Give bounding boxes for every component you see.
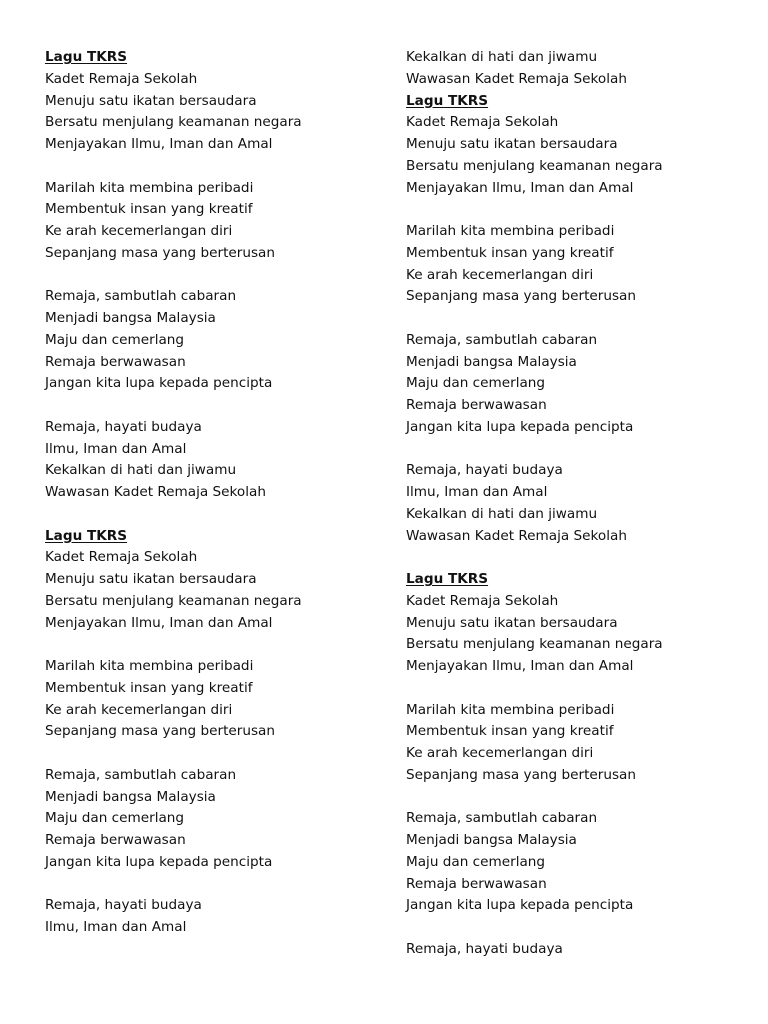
blank-line [45, 265, 385, 287]
lyric-line: Wawasan Kadet Remaja Sekolah [45, 484, 266, 500]
song-title: Lagu TKRS [406, 92, 489, 109]
lyric-line: Wawasan Kadet Remaja Sekolah [406, 70, 627, 87]
lyric-line: Membentuk insan yang kreatif [45, 679, 253, 696]
lyric-line: Ke arah kecemerlangan diri [45, 701, 233, 718]
lyric-line: Remaja, hayati budaya [45, 418, 202, 435]
blank-line [406, 678, 746, 700]
lyric-line: Ke arah kecemerlangan diri [406, 266, 594, 283]
blank-line [406, 917, 746, 939]
song-title: Lagu TKRS [406, 571, 489, 587]
lyric-line: Remaja berwawasan [406, 397, 547, 413]
lyric-line: Remaja, sambutlah cabaran [45, 766, 237, 783]
blank-line [45, 634, 385, 656]
lyric-line: Remaja, sambutlah cabaran [406, 331, 598, 348]
lyric-line: Sepanjang masa yang berterusan [406, 766, 636, 783]
lyric-line: Menjadi bangsa Malaysia [406, 832, 577, 848]
lyric-line: Jangan kita lupa kepada pencipta [45, 375, 273, 392]
blank-line [45, 743, 385, 765]
lyric-line: Remaja, hayati budaya [406, 940, 563, 957]
lyric-line: Menjayakan Ilmu, Iman dan Amal [406, 179, 634, 196]
lyric-line: Menjadi bangsa Malaysia [406, 353, 577, 370]
lyric-line: Menuju satu ikatan bersaudara [406, 136, 618, 152]
lyric-line: Membentuk insan yang kreatif [45, 201, 253, 218]
blank-line [45, 504, 385, 526]
song-title: Lagu TKRS [45, 527, 128, 544]
song-title: Lagu TKRS [45, 49, 128, 65]
lyric-line: Remaja, hayati budaya [406, 462, 563, 479]
lyric-line: Marilah kita membina peribadi [45, 658, 254, 674]
blank-line [45, 874, 385, 896]
lyric-line: Kadet Remaja Sekolah [406, 592, 559, 609]
lyric-line: Remaja, sambutlah cabaran [45, 288, 237, 305]
lyric-line: Membentuk insan yang kreatif [406, 244, 614, 261]
lyric-line: Marilah kita membina peribadi [406, 223, 615, 239]
lyric-line: Jangan kita lupa kepada pencipta [406, 418, 634, 435]
lyric-line: Kekalkan di hati dan jiwamu [45, 462, 237, 479]
lyric-line: Menjadi bangsa Malaysia [45, 788, 216, 805]
lyric-line: Maju dan cemerlang [406, 375, 546, 392]
lyric-line: Remaja, sambutlah cabaran [406, 810, 598, 827]
lyric-line: Ilmu, Iman dan Amal [406, 484, 548, 500]
lyric-line: Maju dan cemerlang [406, 853, 546, 870]
left-text-column [45, 47, 385, 939]
lyric-line: Menjadi bangsa Malaysia [45, 310, 216, 326]
lyric-line: Remaja berwawasan [45, 353, 186, 370]
lyric-line: Maju dan cemerlang [45, 810, 185, 827]
lyric-line: Bersatu menjulang keamanan negara [406, 636, 663, 653]
lyric-line: Menjayakan Ilmu, Iman dan Amal [45, 614, 273, 631]
lyric-line: Remaja berwawasan [45, 832, 186, 848]
lyric-line: Maju dan cemerlang [45, 331, 185, 348]
blank-line [406, 547, 746, 569]
blank-line [406, 308, 746, 330]
blank-line [45, 156, 385, 178]
lyric-line: Menjayakan Ilmu, Iman dan Amal [45, 136, 273, 152]
blank-line [406, 439, 746, 461]
lyric-line: Bersatu menjulang keamanan negara [406, 157, 663, 174]
lyric-line: Sepanjang masa yang berterusan [45, 723, 275, 740]
lyric-line: Menjayakan Ilmu, Iman dan Amal [406, 658, 634, 674]
lyric-line: Ilmu, Iman dan Amal [45, 440, 187, 457]
lyric-line: Kadet Remaja Sekolah [45, 549, 198, 566]
lyric-line: Ke arah kecemerlangan diri [406, 745, 594, 761]
lyric-line: Kadet Remaja Sekolah [406, 114, 559, 131]
lyric-line: Jangan kita lupa kepada pencipta [406, 897, 634, 914]
lyric-line: Kekalkan di hati dan jiwamu [406, 49, 598, 65]
lyric-line: Membentuk insan yang kreatif [406, 723, 614, 740]
lyric-line: Ke arah kecemerlangan diri [45, 223, 233, 239]
lyric-line: Sepanjang masa yang berterusan [406, 288, 636, 305]
lyric-line: Remaja berwawasan [406, 875, 547, 892]
lyric-line: Menuju satu ikatan bersaudara [45, 92, 257, 109]
lyric-line: Ilmu, Iman dan Amal [45, 919, 187, 935]
lyric-line: Bersatu menjulang keamanan negara [45, 114, 302, 131]
blank-line [45, 395, 385, 417]
lyric-line: Wawasan Kadet Remaja Sekolah [406, 527, 627, 544]
lyric-line: Marilah kita membina peribadi [406, 701, 615, 718]
blank-line [406, 199, 746, 221]
lyric-line: Bersatu menjulang keamanan negara [45, 592, 302, 609]
lyric-line: Jangan kita lupa kepada pencipta [45, 853, 273, 870]
lyric-line: Menuju satu ikatan bersaudara [406, 614, 618, 631]
lyric-line: Kadet Remaja Sekolah [45, 70, 198, 87]
lyric-line: Kekalkan di hati dan jiwamu [406, 505, 598, 522]
lyric-line: Remaja, hayati budaya [45, 897, 202, 914]
lyric-line: Menuju satu ikatan bersaudara [45, 571, 257, 587]
lyric-line: Marilah kita membina peribadi [45, 179, 254, 196]
lyric-line: Sepanjang masa yang berterusan [45, 244, 275, 261]
blank-line [406, 787, 746, 809]
right-text-column [406, 47, 746, 961]
